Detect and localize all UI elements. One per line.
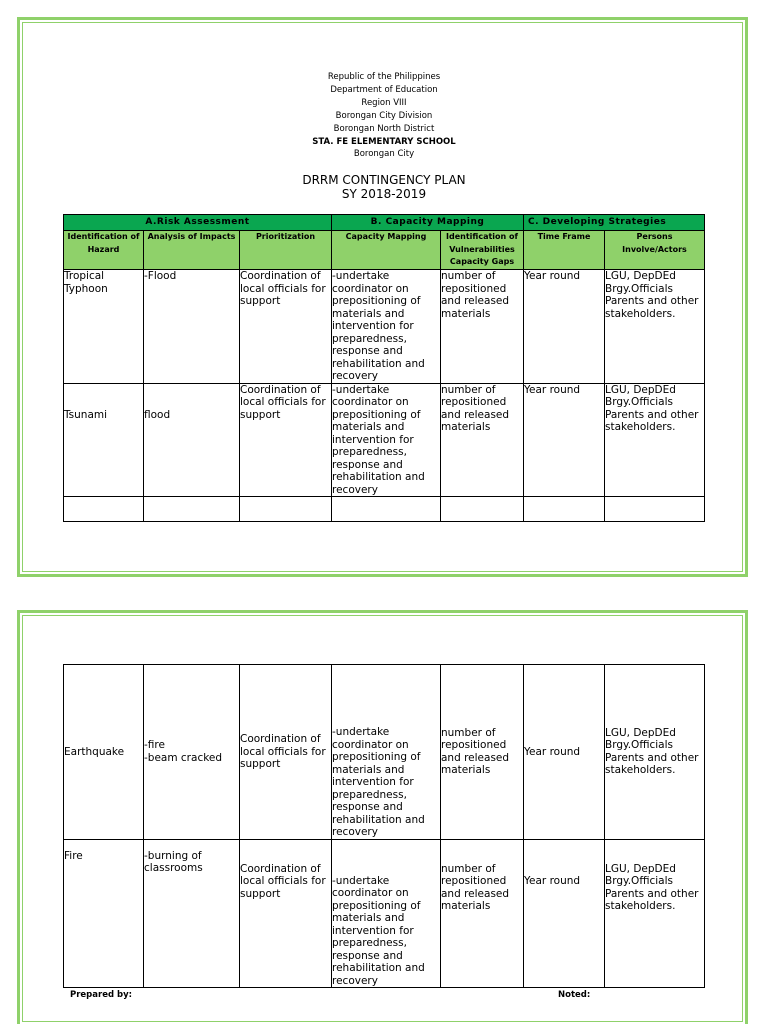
cell-gaps: number of repositioned and released materials xyxy=(441,839,524,988)
contingency-table-page-1 xyxy=(63,214,705,522)
cell-time: Year round xyxy=(524,383,605,497)
section-capacity-mapping: B. Capacity Mapping xyxy=(332,215,524,231)
table-row xyxy=(64,665,705,840)
cell-capacity: -undertake coordinator on prepositioning of materials and intervention for preparedness, response and rehabilitation and recovery xyxy=(332,839,441,988)
header-line: Region VIII xyxy=(361,97,407,108)
col-header-prioritization: Prioritization xyxy=(240,231,332,270)
section-developing-strategies: C. Developing Strategies xyxy=(524,215,705,231)
cell-actors: LGU, DepDEd Brgy.Officials Parents and other stakeholders. xyxy=(605,270,705,384)
cell-hazard: Fire xyxy=(64,839,144,988)
header-line: Borongan City Division xyxy=(335,110,433,121)
cell-gaps: number of repositioned and released materials xyxy=(441,270,524,384)
col-header-time: Time Frame xyxy=(524,231,605,270)
table-row xyxy=(64,270,705,384)
header-line: Republic of the Philippines xyxy=(327,72,441,82)
cell-gaps: number of repositioned and released materials xyxy=(441,383,524,497)
letterhead xyxy=(0,71,768,161)
cell-capacity: -undertake coordinator on prepositioning of materials and intervention for preparedness, response and rehabilitation and recovery xyxy=(332,665,441,840)
cell-time: Year round xyxy=(524,270,605,384)
cell-actors: LGU, DepDEd Brgy.Officials Parents and other stakeholders. xyxy=(605,839,705,988)
cell-prioritization: Coordination of local officials for support xyxy=(240,839,332,988)
cell-hazard: Earthquake xyxy=(64,665,144,840)
cell-actors: LGU, DepDEd Brgy.Officials Parents and other stakeholders. xyxy=(605,665,705,840)
cell-time: Year round xyxy=(524,839,605,988)
title-line-2: SY 2018-2019 xyxy=(341,187,427,201)
cell-impacts: -fire -beam cracked xyxy=(144,665,240,840)
cell-impacts: flood xyxy=(144,383,240,497)
contingency-table-page-2 xyxy=(63,664,705,988)
school-name: STA. FE ELEMENTARY SCHOOL xyxy=(312,136,456,147)
cell-time: Year round xyxy=(524,665,605,840)
cell-impacts: -burning of classrooms xyxy=(144,839,240,988)
title-line-1: DRRM CONTINGENCY PLAN xyxy=(302,173,466,187)
school-city: Borongan City xyxy=(353,149,415,160)
cell-prioritization: Coordination of local officials for support xyxy=(240,383,332,497)
cell-capacity: -undertake coordinator on prepositioning of materials and intervention for preparedness, response and rehabilitation and recovery xyxy=(332,270,441,384)
col-header-capacity: Capacity Mapping xyxy=(332,231,441,270)
header-line: Borongan North District xyxy=(333,123,435,134)
cell-gaps: number of repositioned and released materials xyxy=(441,665,524,840)
col-header-hazard: Identification of Hazard xyxy=(64,231,144,270)
cell-capacity: -undertake coordinator on prepositioning of materials and intervention for preparedness, response and rehabilitation and recovery xyxy=(332,383,441,497)
table-row-empty xyxy=(64,497,705,522)
cell-prioritization: Coordination of local officials for support xyxy=(240,665,332,840)
section-risk-assessment: A.Risk Assessment xyxy=(64,215,332,231)
prepared-by-label: Prepared by: xyxy=(70,990,133,1000)
cell-hazard: Tropical Typhoon xyxy=(64,270,144,384)
cell-hazard: Tsunami xyxy=(64,383,144,497)
cell-prioritization: Coordination of local officials for support xyxy=(240,270,332,384)
cell-impacts: -Flood xyxy=(144,270,240,384)
col-header-impacts: Analysis of Impacts xyxy=(144,231,240,270)
table-row xyxy=(64,383,705,497)
table-row xyxy=(64,839,705,988)
col-header-gaps: Identification of Vulnerabilities Capacity Gaps xyxy=(441,231,524,270)
document-title xyxy=(0,173,768,201)
header-line: Department of Education xyxy=(330,84,438,95)
cell-actors: LGU, DepDEd Brgy.Officials Parents and other stakeholders. xyxy=(605,383,705,497)
noted-label: Noted: xyxy=(558,990,591,1000)
col-header-actors: Persons Involve/Actors xyxy=(605,231,705,270)
